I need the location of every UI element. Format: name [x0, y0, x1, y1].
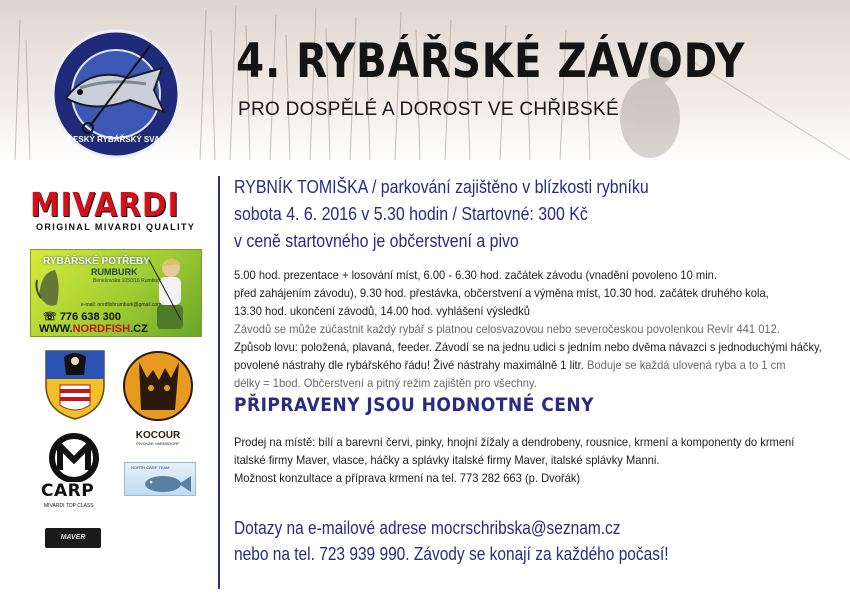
coat-of-arms-logo: [44, 349, 106, 421]
nordfish-web-brand: NORDFISH: [72, 323, 131, 335]
nordfish-city: RUMBURK: [91, 267, 138, 277]
nordfish-web: [39, 323, 148, 335]
scoring-rule-2: délky = 1bod. Občerstvení a pitný režim zajištěn pro všechny.: [234, 376, 537, 390]
page-title: 4. RYBÁŘSKÉ ZÁVODY: [236, 34, 746, 89]
maver-logo: [45, 528, 101, 548]
nordfish-ad: [30, 249, 202, 337]
method-rule-2: [234, 356, 834, 374]
crs-fish-logo-icon: [50, 28, 182, 160]
mcarp-sub-label: MIVARDI TOP CLASS: [44, 503, 94, 509]
kocour-brewery-logo: [123, 348, 193, 446]
sales-line: italské firmy Maver, vlasce, háčky a splávky italské firmy Maver, italské splávky Manni.: [234, 453, 660, 467]
coat-of-arms-icon: [44, 349, 106, 421]
sales-line: Prodej na místě: bílí a barevní červi, pinky, hnojní žížaly a dendrobeny, rousnice, krmení a komponenty do krmení: [234, 435, 795, 449]
carp-fish-icon: [125, 463, 197, 497]
kocour-sub-label: PIVOVAR VARNSDORF: [136, 441, 180, 446]
kocour-label: KOCOUR: [135, 430, 181, 441]
scoring-rule: Boduje se každá ulovená ryba a to 1 cm: [586, 358, 786, 372]
north-carp-team-logo: [124, 462, 196, 496]
contact-info: [234, 515, 669, 567]
phone-icon: ☏: [43, 311, 60, 323]
logo-ring-text: ČESKÝ RYBÁŘSKÝ SVAZ: [67, 135, 165, 144]
maver-label: MAVER: [60, 534, 86, 541]
kocour-cat-icon: [123, 348, 193, 430]
event-date-fee: sobota 4. 6. 2016 v 5.30 hodin / Startovné: 300 Kč: [234, 203, 588, 224]
mcarp-logo: [38, 432, 110, 510]
mivardi-tagline: ORIGINAL MIVARDI QUALITY: [36, 222, 196, 232]
mivardi-logo: [30, 185, 205, 235]
mivardi-brand-text: MIVARDI: [30, 185, 180, 224]
mcarp-word: CARP: [41, 481, 95, 501]
method-rule: Způsob lovu: položená, plavaná, feeder. Závodí se na jednu udici s jedním nebo dvěma návazci s jednoduchými háčky,: [234, 340, 822, 354]
event-details: [234, 266, 834, 392]
nordfish-phone-number: 776 638 300: [59, 311, 121, 323]
event-location: RYBNÍK TOMIŠKA / parkování zajištěno v blízkosti rybníku: [234, 176, 649, 197]
header-banner: [0, 0, 850, 160]
nordfish-web-suffix: .CZ: [130, 323, 148, 335]
nordfish-heading: RYBÁŘSKÉ POTŘEBY: [43, 256, 150, 267]
event-info: [234, 173, 750, 254]
north-carp-label: NORTH CARP TEAM: [131, 465, 170, 470]
contact-email-line: Dotazy na e-mailové adrese mocrschribska@seznam.cz: [234, 518, 621, 538]
page-subtitle: PRO DOSPĚLÉ A DOROST VE CHŘIBSKÉ: [238, 99, 619, 120]
mcarp-m-icon: [38, 432, 110, 482]
prizes-heading: PŘIPRAVENY JSOU HODNOTNÉ CENY: [234, 394, 594, 416]
nordfish-phone: [43, 310, 121, 323]
sales-line: Možnost konzultace a příprava krmení na tel. 773 282 663 (p. Dvořák): [234, 471, 581, 485]
onsite-sales: [234, 433, 834, 487]
crs-logo: [50, 28, 182, 160]
event-included: v ceně startovného je občerstvení a pivo: [234, 230, 519, 251]
nordfish-web-prefix: WWW.: [39, 323, 73, 335]
participants-rule: Závodů se může zúčastnit každý rybář s platnou celosvazovou nebo severočeskou povolenkou Revír 441 012.: [234, 322, 780, 336]
bait-rule: povolené nástrahy dle rybářského řádu! Živé nástrahy maximálně 1 litr.: [234, 358, 587, 372]
schedule-line: 13.30 hod. ukončení závodů, 14.00 hod. vyhlášení výsledků: [234, 304, 530, 318]
contact-phone-line: nebo na tel. 723 939 990. Závody se konají za každého počasí!: [234, 544, 669, 564]
schedule-line: 5.00 hod. prezentace + losování míst, 6.00 - 6.30 hod. začátek závodu (vnadění povoleno 10 min.: [234, 268, 717, 282]
nordfish-email: e-mail: nordfishrumburk@gmail.com: [81, 302, 162, 308]
nordfish-address: Benešovská 1050/16 Rumburk: [93, 278, 162, 284]
vertical-divider: [218, 176, 220, 589]
main-content: [234, 173, 834, 487]
schedule-line: před zahájením závodu), 9.30 hod. přestávka, občerstvení a výměna míst, 10.30 hod. začátek druhého kola,: [234, 286, 769, 300]
